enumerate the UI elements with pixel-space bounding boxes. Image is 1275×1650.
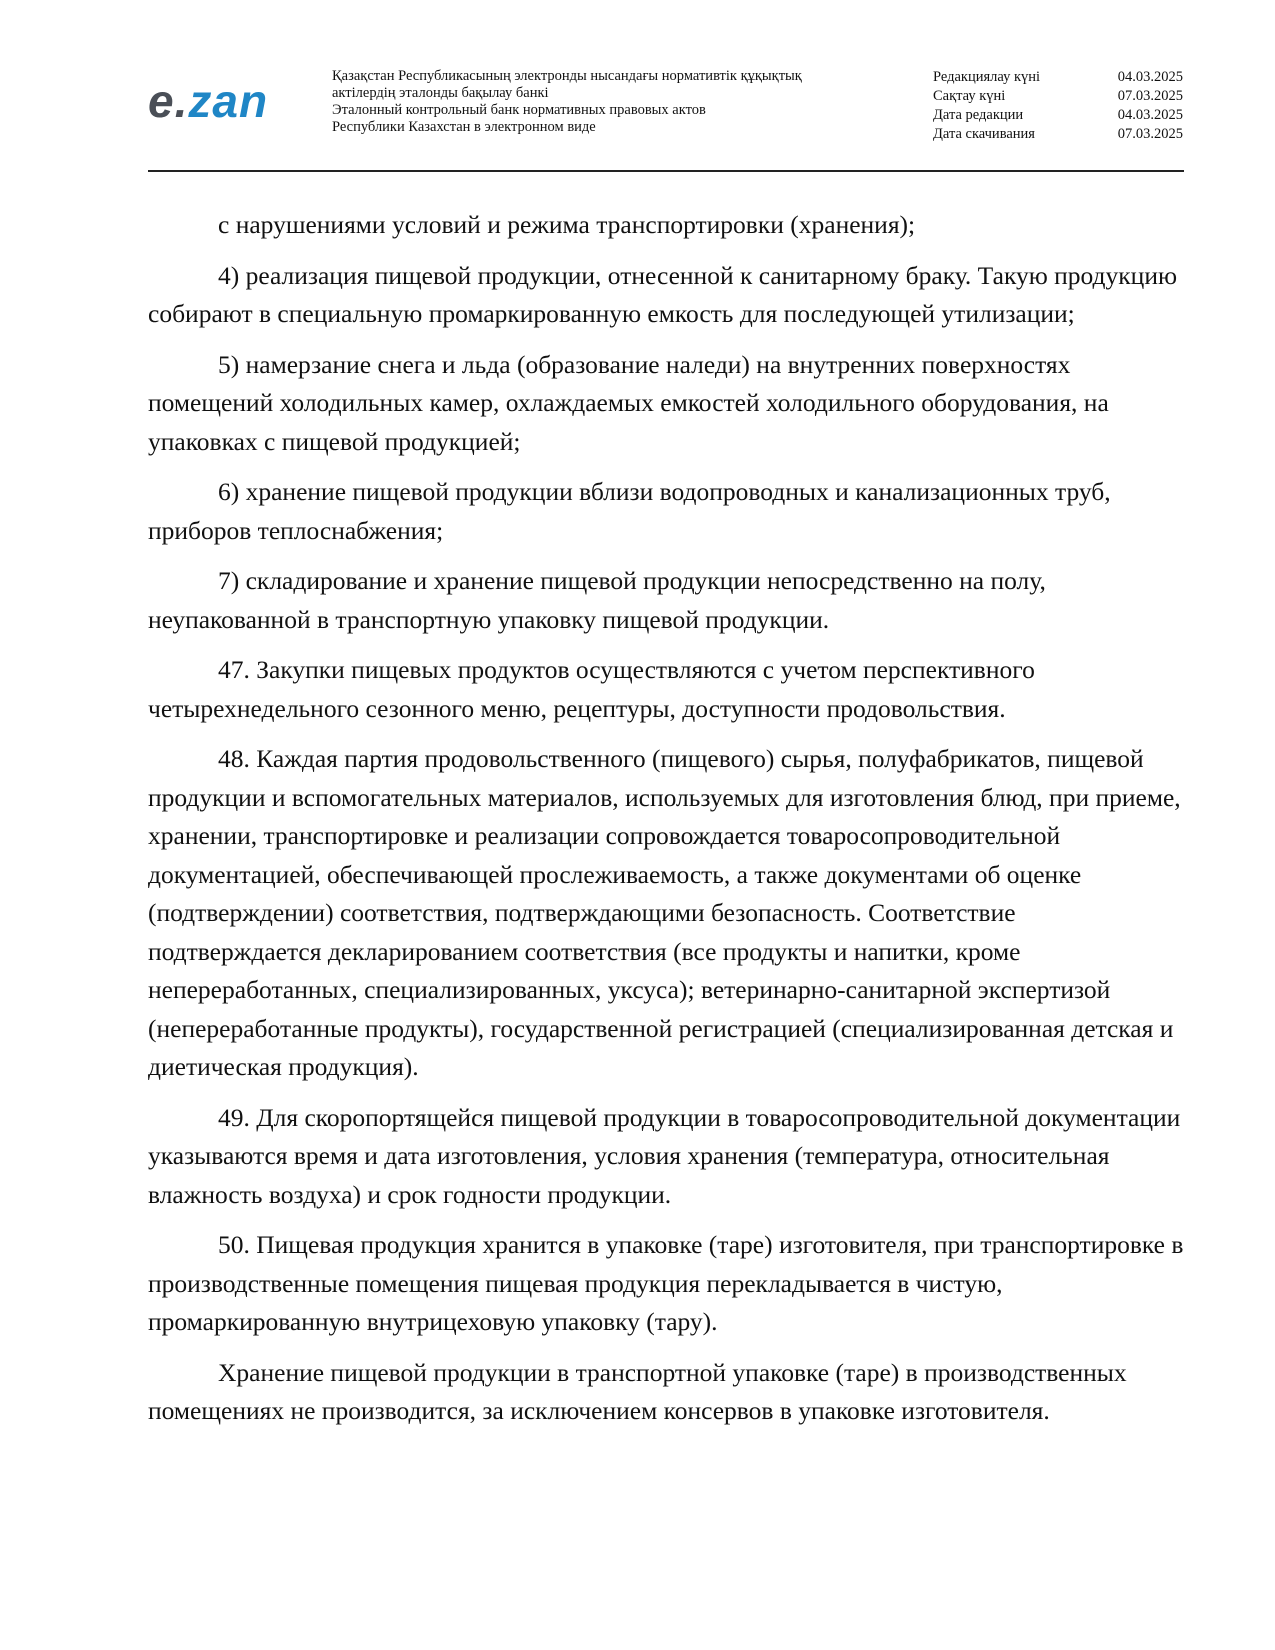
meta-value: 04.03.2025 (1117, 107, 1183, 123)
header-desc-line: Қазақстан Республикасының электронды нысандағы нормативтік құқықтық (332, 68, 802, 84)
header-desc-line: Эталонный контрольный банк нормативных правовых актов (332, 102, 706, 118)
header-description (332, 68, 892, 136)
paragraph: 50. Пищевая продукция хранится в упаковке (таре) изготовителя, при транспортировке в производственные помещения пищевая продукция перекладывается в чистую, промаркированную внутрицеховую упаковку (тару). (148, 1230, 1184, 1336)
paragraph: 7) складирование и хранение пищевой продукции непосредственно на полу, неупакованной в транспортную упаковку пищевой продукции. (148, 566, 1046, 634)
paragraph: 47. Закупки пищевых продуктов осуществляются с учетом перспективного четырехнедельного сезонного меню, рецептуры, доступности продовольствия. (148, 655, 1035, 723)
paragraph: 48. Каждая партия продовольственного (пищевого) сырья, полуфабрикатов, пищевой продукции и вспомогательных материалов, используемых для изготовления блюд, при приеме, хранении, транспортировке и реализации сопровождается товаросопроводительной документацией, обеспечивающей прослеживаемость, а также документами об оценке (подтверждении) соответствия, подтверждающими безопасность. Соответствие подтверждается декларированием соответствия (все продукты и напитки, кроме непереработанных, специализированных, уксуса); ветеринарно-санитарной экспертизой (непереработанные продукты), государственной регистрацией (специализированная детская и диетическая продукция). (148, 744, 1181, 1081)
paragraph: 5) намерзание снега и льда (образование наледи) на внутренних поверхностях помещений холодильных камер, охлаждаемых емкостей холодильного оборудования, на упаковках с пищевой продукцией; (148, 349, 1109, 456)
meta-row-download-date-ru (933, 125, 1183, 144)
paragraph: 4) реализация пищевой продукции, отнесенной к санитарному браку. Такую продукцию собирают в специальную промаркированную емкость для последующей утилизации; (148, 260, 1178, 328)
ezan-logo (148, 75, 269, 127)
meta-row-edit-date-kz (933, 68, 1183, 87)
logo-e: e (148, 75, 175, 127)
document-header (148, 64, 1184, 168)
header-divider (148, 170, 1184, 172)
header-dates (933, 68, 1183, 144)
meta-label: Сақтау күні (933, 88, 1006, 104)
meta-value: 07.03.2025 (1117, 88, 1183, 104)
paragraph: с нарушениями условий и режима транспортировки (хранения); (218, 210, 916, 239)
logo-zan: zan (188, 75, 269, 127)
meta-value: 04.03.2025 (1117, 69, 1183, 85)
header-desc-line: актілердің эталонды бақылау банкі (332, 85, 549, 101)
paragraph: Хранение пищевой продукции в транспортной упаковке (таре) в производственных помещениях не производится, за исключением консервов в упаковке изготовителя. (148, 1357, 1127, 1425)
meta-label: Дата скачивания (933, 126, 1035, 142)
meta-label: Редакциялау күні (933, 69, 1041, 85)
meta-row-save-date-kz (933, 87, 1183, 106)
meta-value: 07.03.2025 (1117, 126, 1183, 142)
meta-label: Дата редакции (933, 107, 1024, 123)
paragraph: 49. Для скоропортящейся пищевой продукции в товаросопроводительной документации указываются время и дата изготовления, условия хранения (температура, относительная влажность воздуха) и срок годности продукции. (148, 1102, 1181, 1209)
document-body (148, 206, 1184, 1443)
logo-dot: . (174, 75, 189, 127)
meta-row-edit-date-ru (933, 106, 1183, 125)
header-desc-line: Республики Казахстан в электронном виде (332, 119, 596, 135)
paragraph: 6) хранение пищевой продукции вблизи водопроводных и канализационных труб, приборов теплоснабжения; (148, 477, 1111, 545)
